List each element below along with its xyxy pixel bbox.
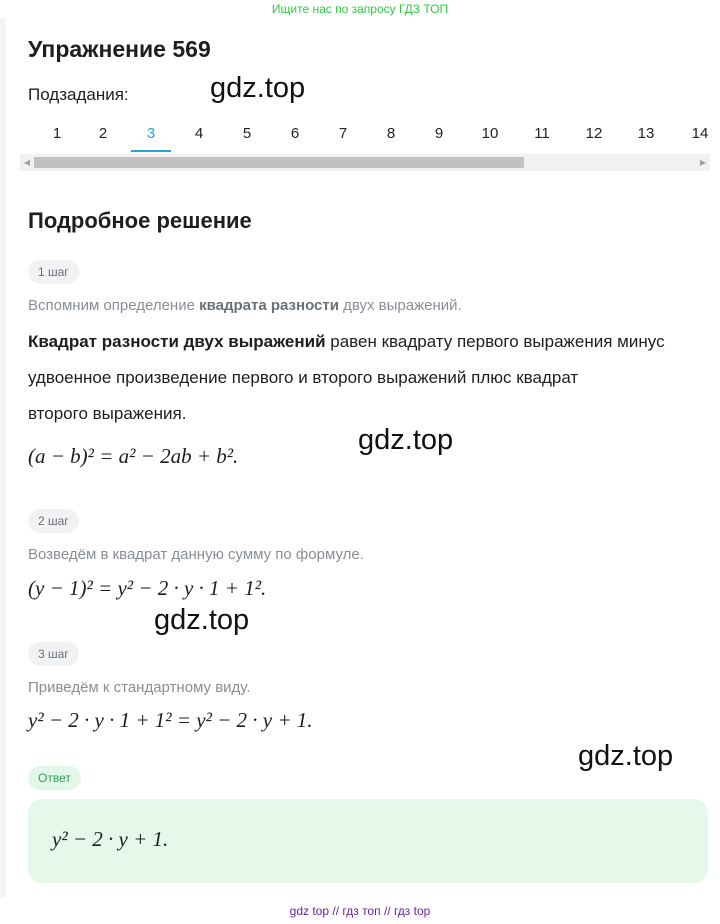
tab-6[interactable]: 6 bbox=[290, 125, 300, 142]
tab-2[interactable]: 2 bbox=[98, 125, 108, 142]
step-badge: 3 шаг bbox=[28, 642, 79, 666]
tab-12[interactable]: 12 bbox=[585, 125, 603, 142]
tab-9[interactable]: 9 bbox=[434, 125, 444, 142]
tab-7[interactable]: 7 bbox=[338, 125, 348, 142]
step-hint: Возведём в квадрат данную сумму по формуле. bbox=[28, 546, 364, 563]
subtasks-label: Подзадания: bbox=[28, 85, 129, 104]
step-badge: 1 шаг bbox=[28, 260, 79, 284]
scroll-left-icon[interactable]: ◀ bbox=[23, 158, 31, 167]
footer-link[interactable]: gdz top bbox=[289, 904, 330, 918]
step-badge: 2 шаг bbox=[28, 509, 79, 533]
formula: (a − b)² = a² − 2ab + b². bbox=[28, 444, 239, 468]
tab-3[interactable]: 3 bbox=[131, 122, 171, 152]
watermark: gdz.top bbox=[210, 72, 306, 104]
step-hint: Вспомним определение квадрата разности двух выражений. bbox=[28, 297, 462, 314]
scroll-thumb[interactable] bbox=[34, 157, 524, 168]
section-title: Подробное решение bbox=[28, 208, 252, 233]
answer-badge: Ответ bbox=[28, 766, 81, 790]
footer-separator: // bbox=[332, 904, 340, 918]
footer-link[interactable]: гдз топ bbox=[342, 904, 381, 918]
tab-13[interactable]: 13 bbox=[637, 125, 655, 142]
watermark: gdz.top bbox=[358, 424, 454, 456]
tab-1[interactable]: 1 bbox=[52, 125, 62, 142]
tab-11[interactable]: 11 bbox=[534, 125, 550, 142]
tab-14[interactable]: 14 bbox=[691, 125, 709, 142]
formula: y² − 2 · y · 1 + 1² = y² − 2 · y + 1. bbox=[28, 708, 313, 732]
footer-links bbox=[0, 904, 720, 918]
tabs-scrollbar[interactable] bbox=[20, 154, 710, 171]
scroll-right-icon[interactable]: ▶ bbox=[699, 158, 707, 167]
footer-link[interactable]: гдз top bbox=[393, 904, 431, 918]
answer-formula: y² − 2 · y + 1. bbox=[52, 827, 169, 851]
top-banner[interactable]: Ищите нас по запросу ГДЗ ТОП bbox=[271, 2, 449, 16]
tab-5[interactable]: 5 bbox=[242, 125, 252, 142]
footer-separator: // bbox=[383, 904, 391, 918]
left-rule bbox=[0, 18, 6, 898]
step-hint: Приведём к стандартному виду. bbox=[28, 679, 251, 696]
definition-line: второго выражения. bbox=[28, 404, 187, 423]
watermark: gdz.top bbox=[578, 740, 674, 772]
tab-10[interactable]: 10 bbox=[481, 125, 499, 142]
page-title: Упражнение 569 bbox=[28, 36, 211, 62]
answer-box bbox=[28, 799, 708, 883]
definition-line: удвоенное произведение первого и второго выражений плюс квадрат bbox=[28, 368, 579, 387]
subtask-tabs bbox=[20, 122, 710, 156]
watermark: gdz.top bbox=[154, 604, 250, 636]
definition-line: Квадрат разности двух выражений равен квадрату первого выражения минус bbox=[28, 332, 665, 351]
tab-4[interactable]: 4 bbox=[194, 125, 204, 142]
formula: (y − 1)² = y² − 2 · y · 1 + 1². bbox=[28, 576, 267, 600]
tab-8[interactable]: 8 bbox=[386, 125, 396, 142]
definition-text bbox=[28, 324, 718, 432]
